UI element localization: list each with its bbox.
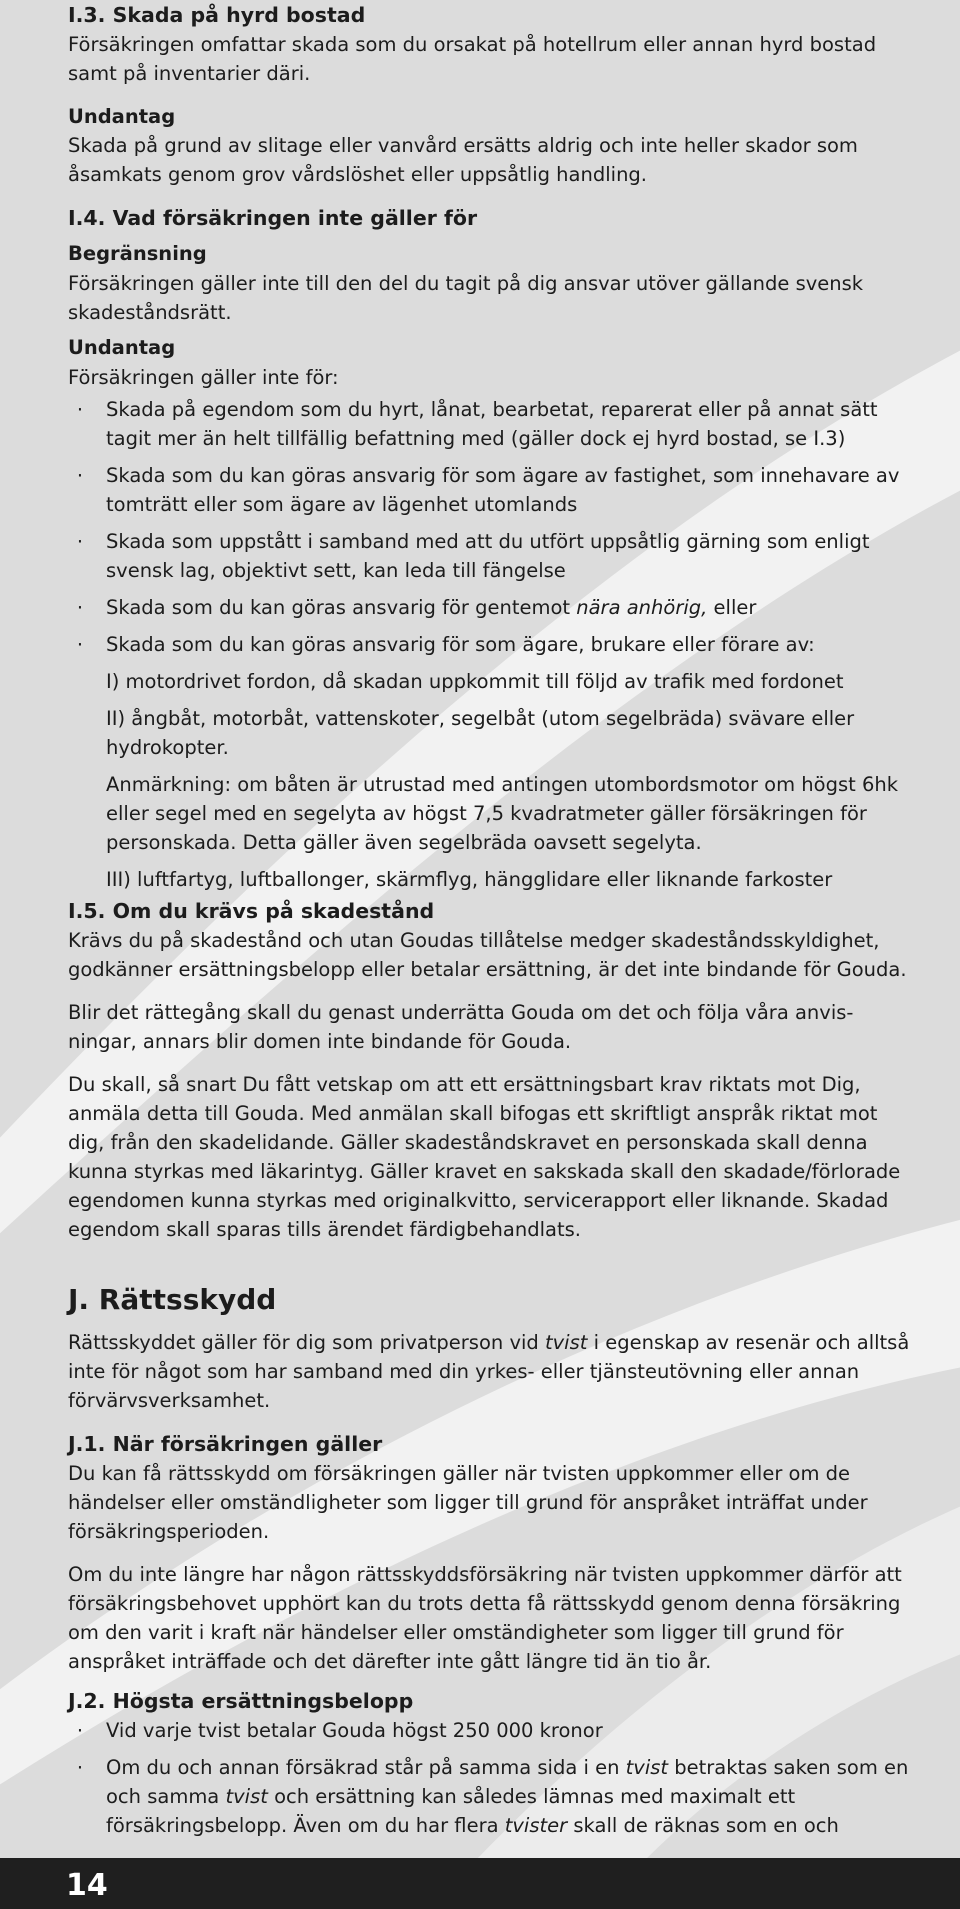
paragraph xyxy=(68,1328,918,1415)
limit-body-i4: Försäkringen gäller inte till den del du tagit på dig ansvar utöver gällande svensk skadeståndsrätt. xyxy=(68,272,864,324)
list-item-text: Skada som du kan göras ansvarig för gentemot xyxy=(106,596,577,619)
bullet-icon: · xyxy=(76,1719,84,1742)
note-text: Anmärkning: om båten är utrustad med antingen utombordsmotor om högst 6hk eller segel med en segelyta av högst 7,5 kvadratmeter gäller försäkringen för personskada. Detta gäller även segelbräda oavsett segelyta. xyxy=(106,773,899,854)
sub-item-iii: III) luftfartyg, luftballonger, skärmflyg, hängglidare eller liknande farkoster xyxy=(106,868,833,891)
list-item-text: eller xyxy=(707,596,757,619)
exception-heading-i3: Undantag xyxy=(68,105,176,128)
text-run: Om du och annan försäkrad står på samma sida i en xyxy=(106,1756,626,1779)
paragraph: Blir det rättegång skall du genast underrätta Gouda om det och följa våra anvis- ningar, annars blir domen inte bindande för Gouda. xyxy=(68,1001,854,1053)
emphasis-text: tvist xyxy=(544,1331,588,1354)
text-run: Rättsskyddet gäller för dig som privatperson vid xyxy=(68,1331,545,1354)
bullet-icon: · xyxy=(76,464,84,487)
exception-intro-i4: Försäkringen gäller inte för: xyxy=(68,366,339,389)
paragraph: Om du inte längre har någon rättsskyddsförsäkring när tvisten uppkommer därför att försäkringsbehovet upphört kan du trots detta få rättsskydd genom denna försäkring om den varit i kraft när händelser eller omständigheter som ligger till grund för anspråket inträffade och det därefter inte gått längre tid än tio år. xyxy=(68,1563,902,1673)
list-item xyxy=(68,395,918,453)
paragraph: Du kan få rättsskydd om försäkringen gäller när tvisten uppkommer eller om de händelser eller omständligheter som ligger till grund för anspråket inträffat under försäkringsperioden. xyxy=(68,1462,868,1543)
sub-item-ii: II) ångbåt, motorbåt, vattenskoter, segelbåt (utom segelbräda) svävare eller hydrokopter. xyxy=(106,707,855,759)
list-item-text: Skada som du kan göras ansvarig för som ägare av fastighet, som innehavare av tomträtt eller som ägare av lägenhet utomlands xyxy=(106,464,900,516)
text-run: i egenskap av resenär och alltså inte för något som har samband med din yrkes- eller tjänsteutövning eller annan förvärvsverksamhet. xyxy=(68,1331,910,1412)
section-title-i4: I.4. Vad försäkringen inte gäller för xyxy=(68,206,478,230)
section-title-i5: I.5. Om du krävs på skadestånd xyxy=(68,899,435,923)
list-item-text: Skada som du kan göras ansvarig för som ägare, brukare eller förare av: xyxy=(106,633,815,656)
section-title-j1: J.1. När försäkringen gäller xyxy=(68,1432,383,1456)
amount-list-j2 xyxy=(68,1716,918,1840)
section-title-j2: J.2. Högsta ersättningsbelopp xyxy=(68,1689,414,1713)
list-item xyxy=(68,593,918,622)
list-item xyxy=(68,461,918,519)
text-run: betraktas saken som en och samma xyxy=(106,1756,909,1808)
exception-body-i3: Skada på grund av slitage eller vanvård ersätts aldrig och inte heller skador som åsamkats genom grov vårdslöshet eller uppsåtlig handling. xyxy=(68,134,858,186)
list-item xyxy=(68,1753,918,1840)
chapter-title-j: J. Rättsskydd xyxy=(68,1283,277,1316)
bullet-icon: · xyxy=(76,596,84,619)
list-item-text: Vid varje tvist betalar Gouda högst 250 000 kronor xyxy=(106,1719,603,1742)
bullet-icon: · xyxy=(76,1756,84,1779)
exception-list-i4 xyxy=(68,395,918,659)
emphasis-text: nära anhörig, xyxy=(576,596,708,619)
emphasis-text: tvister xyxy=(504,1814,568,1837)
list-item-text: Skada på egendom som du hyrt, lånat, bearbetat, reparerat eller på annat sätt tagit mer än helt tillfällig befattning med (gäller dock ej hyrd bostad, se I.3) xyxy=(106,398,878,450)
document-page xyxy=(68,0,918,1848)
paragraph: Krävs du på skadestånd och utan Goudas tillåtelse medger skadeståndsskyldighet, godkänner ersättningsbelopp eller betalar ersättning, är det inte bindande för Gouda. xyxy=(68,929,907,981)
section-title-i3: I.3. Skada på hyrd bostad xyxy=(68,3,366,27)
section-body-i3: Försäkringen omfattar skada som du orsakat på hotellrum eller annan hyrd bostad samt på inventarier däri. xyxy=(68,33,877,85)
bullet-icon: · xyxy=(76,398,84,421)
footer-bar xyxy=(0,1858,960,1909)
list-item-text: Skada som uppstått i samband med att du utfört uppsåtlig gärning som enligt svensk lag, objektivt sett, kan leda till fängelse xyxy=(106,530,870,582)
text-run: skall de räknas som en och xyxy=(567,1814,839,1837)
page-number: 14 xyxy=(66,1868,108,1903)
exception-heading-i4: Undantag xyxy=(68,336,176,359)
bullet-icon: · xyxy=(76,633,84,656)
list-item xyxy=(68,1716,918,1745)
list-item xyxy=(68,630,918,659)
bullet-icon: · xyxy=(76,530,84,553)
text-run: och ersättning kan således lämnas med maximalt ett försäkringsbelopp. Även om du har flera xyxy=(106,1785,796,1837)
sub-item-i: I) motordrivet fordon, då skadan uppkommit till följd av trafik med fordonet xyxy=(106,670,844,693)
emphasis-text: tvist xyxy=(625,1756,669,1779)
limit-heading-i4: Begränsning xyxy=(68,242,207,265)
emphasis-text: tvist xyxy=(225,1785,268,1808)
paragraph: Du skall, så snart Du fått vetskap om att ett ersättningsbart krav riktats mot Dig, anmäla detta till Gouda. Med anmälan skall bifogas ett skriftligt anspråk riktat mot dig, från den skadelidande. Gäller skadeståndskravet en personskada skall denna kunna styrkas med läkarintyg. Gäller kravet en sakskada skall den skadade/förlorade egendomen kunna styrkas med originalkvitto, servicerapport eller liknande. Skadad egendom skall sparas tills ärendet färdigbehandlats. xyxy=(68,1073,901,1241)
list-item xyxy=(68,527,918,585)
